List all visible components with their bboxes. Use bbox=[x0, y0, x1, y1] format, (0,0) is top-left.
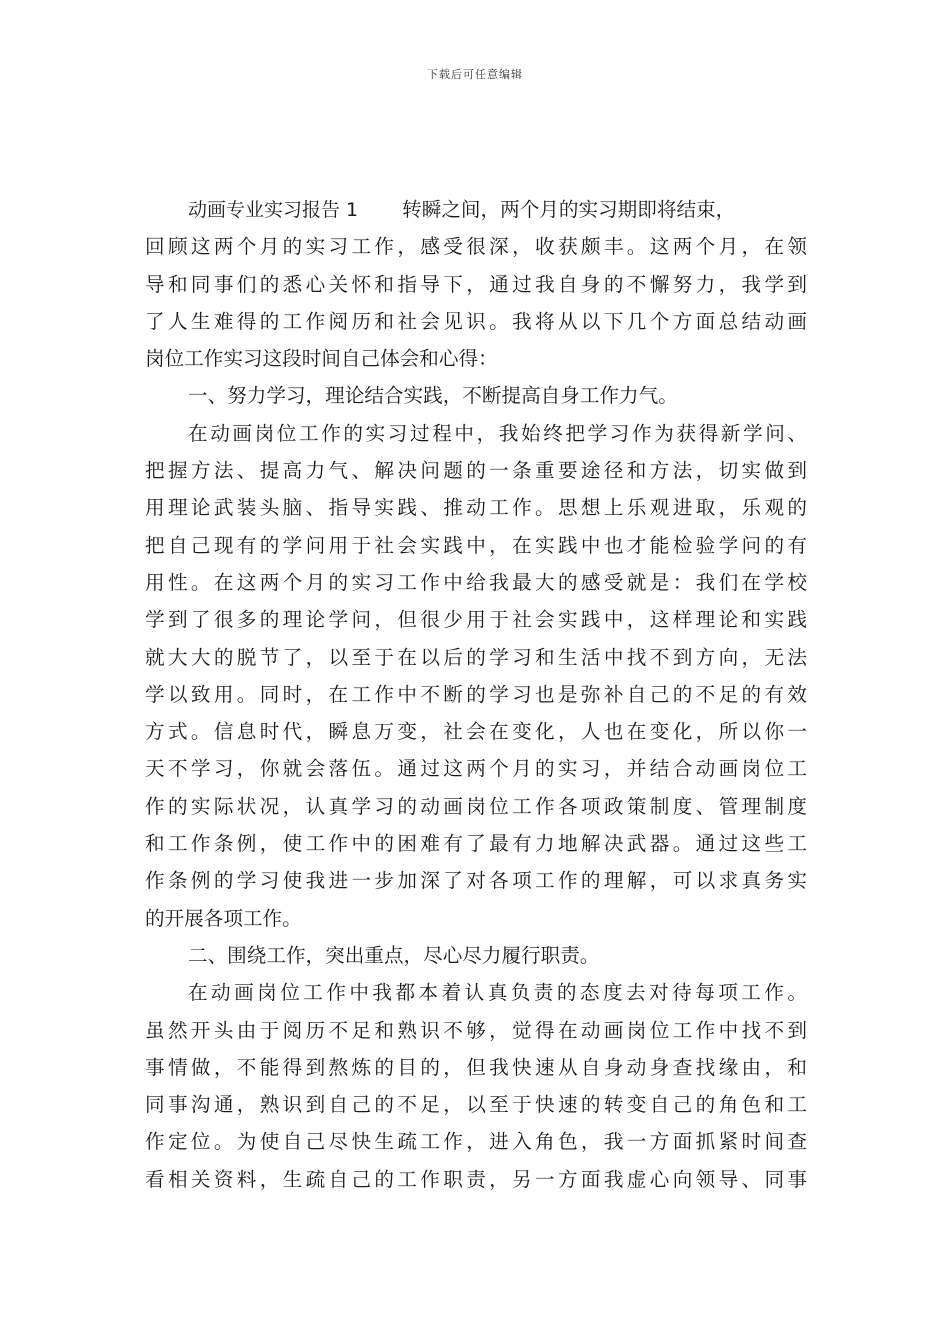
paragraph-line: 的开展各项工作。 bbox=[145, 906, 302, 930]
paragraph-line: 转瞬之间，两个月的实习期即将结束， bbox=[402, 198, 736, 221]
paragraph-line: 用理论武装头脑、指导实践、推动工作。思想上乐观进取，乐观的 bbox=[145, 496, 807, 520]
section-heading-1: 一、努力学习，理论结合实践，不断提高自身工作力气。 bbox=[188, 384, 678, 408]
paragraph-line: 虽然开头由于阅历不足和熟识不够，觉得在动画岗位工作中找不到 bbox=[145, 1018, 807, 1042]
paragraph-line: 看相关资料，生疏自己的工作职责，另一方面我虚心向领导、同事 bbox=[145, 1167, 807, 1191]
paragraph-line: 用性。在这两个月的实习工作中给我最大的感受就是：我们在学校 bbox=[145, 570, 807, 594]
paragraph-line: 作定位。为使自己尽快生疏工作，进入角色，我一方面抓紧时间查 bbox=[145, 1130, 807, 1154]
paragraph-line: 在动画岗位工作的实习过程中，我始终把学习作为获得新学问、 bbox=[188, 421, 807, 445]
paragraph-line: 同事沟通，熟识到自己的不足，以至于快速的转变自己的角色和工 bbox=[145, 1093, 807, 1117]
paragraph-line: 事情做，不能得到熬炼的目的，但我快速从自身动身查找缘由，和 bbox=[145, 1055, 807, 1079]
document-body bbox=[145, 191, 807, 1198]
paragraph-line: 把自己现有的学问用于社会实践中，在实践中也才能检验学问的有 bbox=[145, 533, 807, 557]
paragraph-line: 回顾这两个月的实习工作，感受很深，收获颇丰。这两个月，在领 bbox=[145, 235, 807, 259]
document-title: 动画专业实习报告 1 bbox=[188, 199, 359, 221]
paragraph-line: 和工作条例，使工作中的困难有了最有力地解决武器。通过这些工 bbox=[145, 832, 807, 856]
paragraph-line: 了人生难得的工作阅历和社会见识。我将从以下几个方面总结动画 bbox=[145, 309, 807, 333]
title-line bbox=[145, 191, 807, 228]
paragraph-line: 岗位工作实习这段时间自己体会和心得： bbox=[145, 347, 498, 371]
paragraph-line: 把握方法、提高力气、解决问题的一条重要途径和方法，切实做到 bbox=[145, 459, 807, 483]
page-header-note: 下载后可任意编辑 bbox=[427, 68, 523, 81]
paragraph-line: 方式。信息时代，瞬息万变，社会在变化，人也在变化，所以你一 bbox=[145, 720, 807, 744]
paragraph-line: 作条例的学习使我进一步加深了对各项工作的理解，可以求真务实 bbox=[145, 869, 807, 893]
paragraph-line: 作的实际状况，认真学习的动画岗位工作各项政策制度、管理制度 bbox=[145, 794, 807, 818]
paragraph-line: 在动画岗位工作中我都本着认真负责的态度去对待每项工作。 bbox=[188, 981, 807, 1005]
paragraph-line: 导和同事们的悉心关怀和指导下，通过我自身的不懈努力，我学到 bbox=[145, 272, 807, 296]
paragraph-line: 学到了很多的理论学问，但很少用于社会实践中，这样理论和实践 bbox=[145, 608, 807, 632]
section-heading-2: 二、围绕工作，突出重点，尽心尽力履行职责。 bbox=[188, 943, 600, 967]
paragraph-line: 就大大的脱节了，以至于在以后的学习和生活中找不到方向，无法 bbox=[145, 645, 807, 669]
paragraph-line: 天不学习，你就会落伍。通过这两个月的实习，并结合动画岗位工 bbox=[145, 757, 807, 781]
paragraph-line: 学以致用。同时，在工作中不断的学习也是弥补自己的不足的有效 bbox=[145, 682, 807, 706]
